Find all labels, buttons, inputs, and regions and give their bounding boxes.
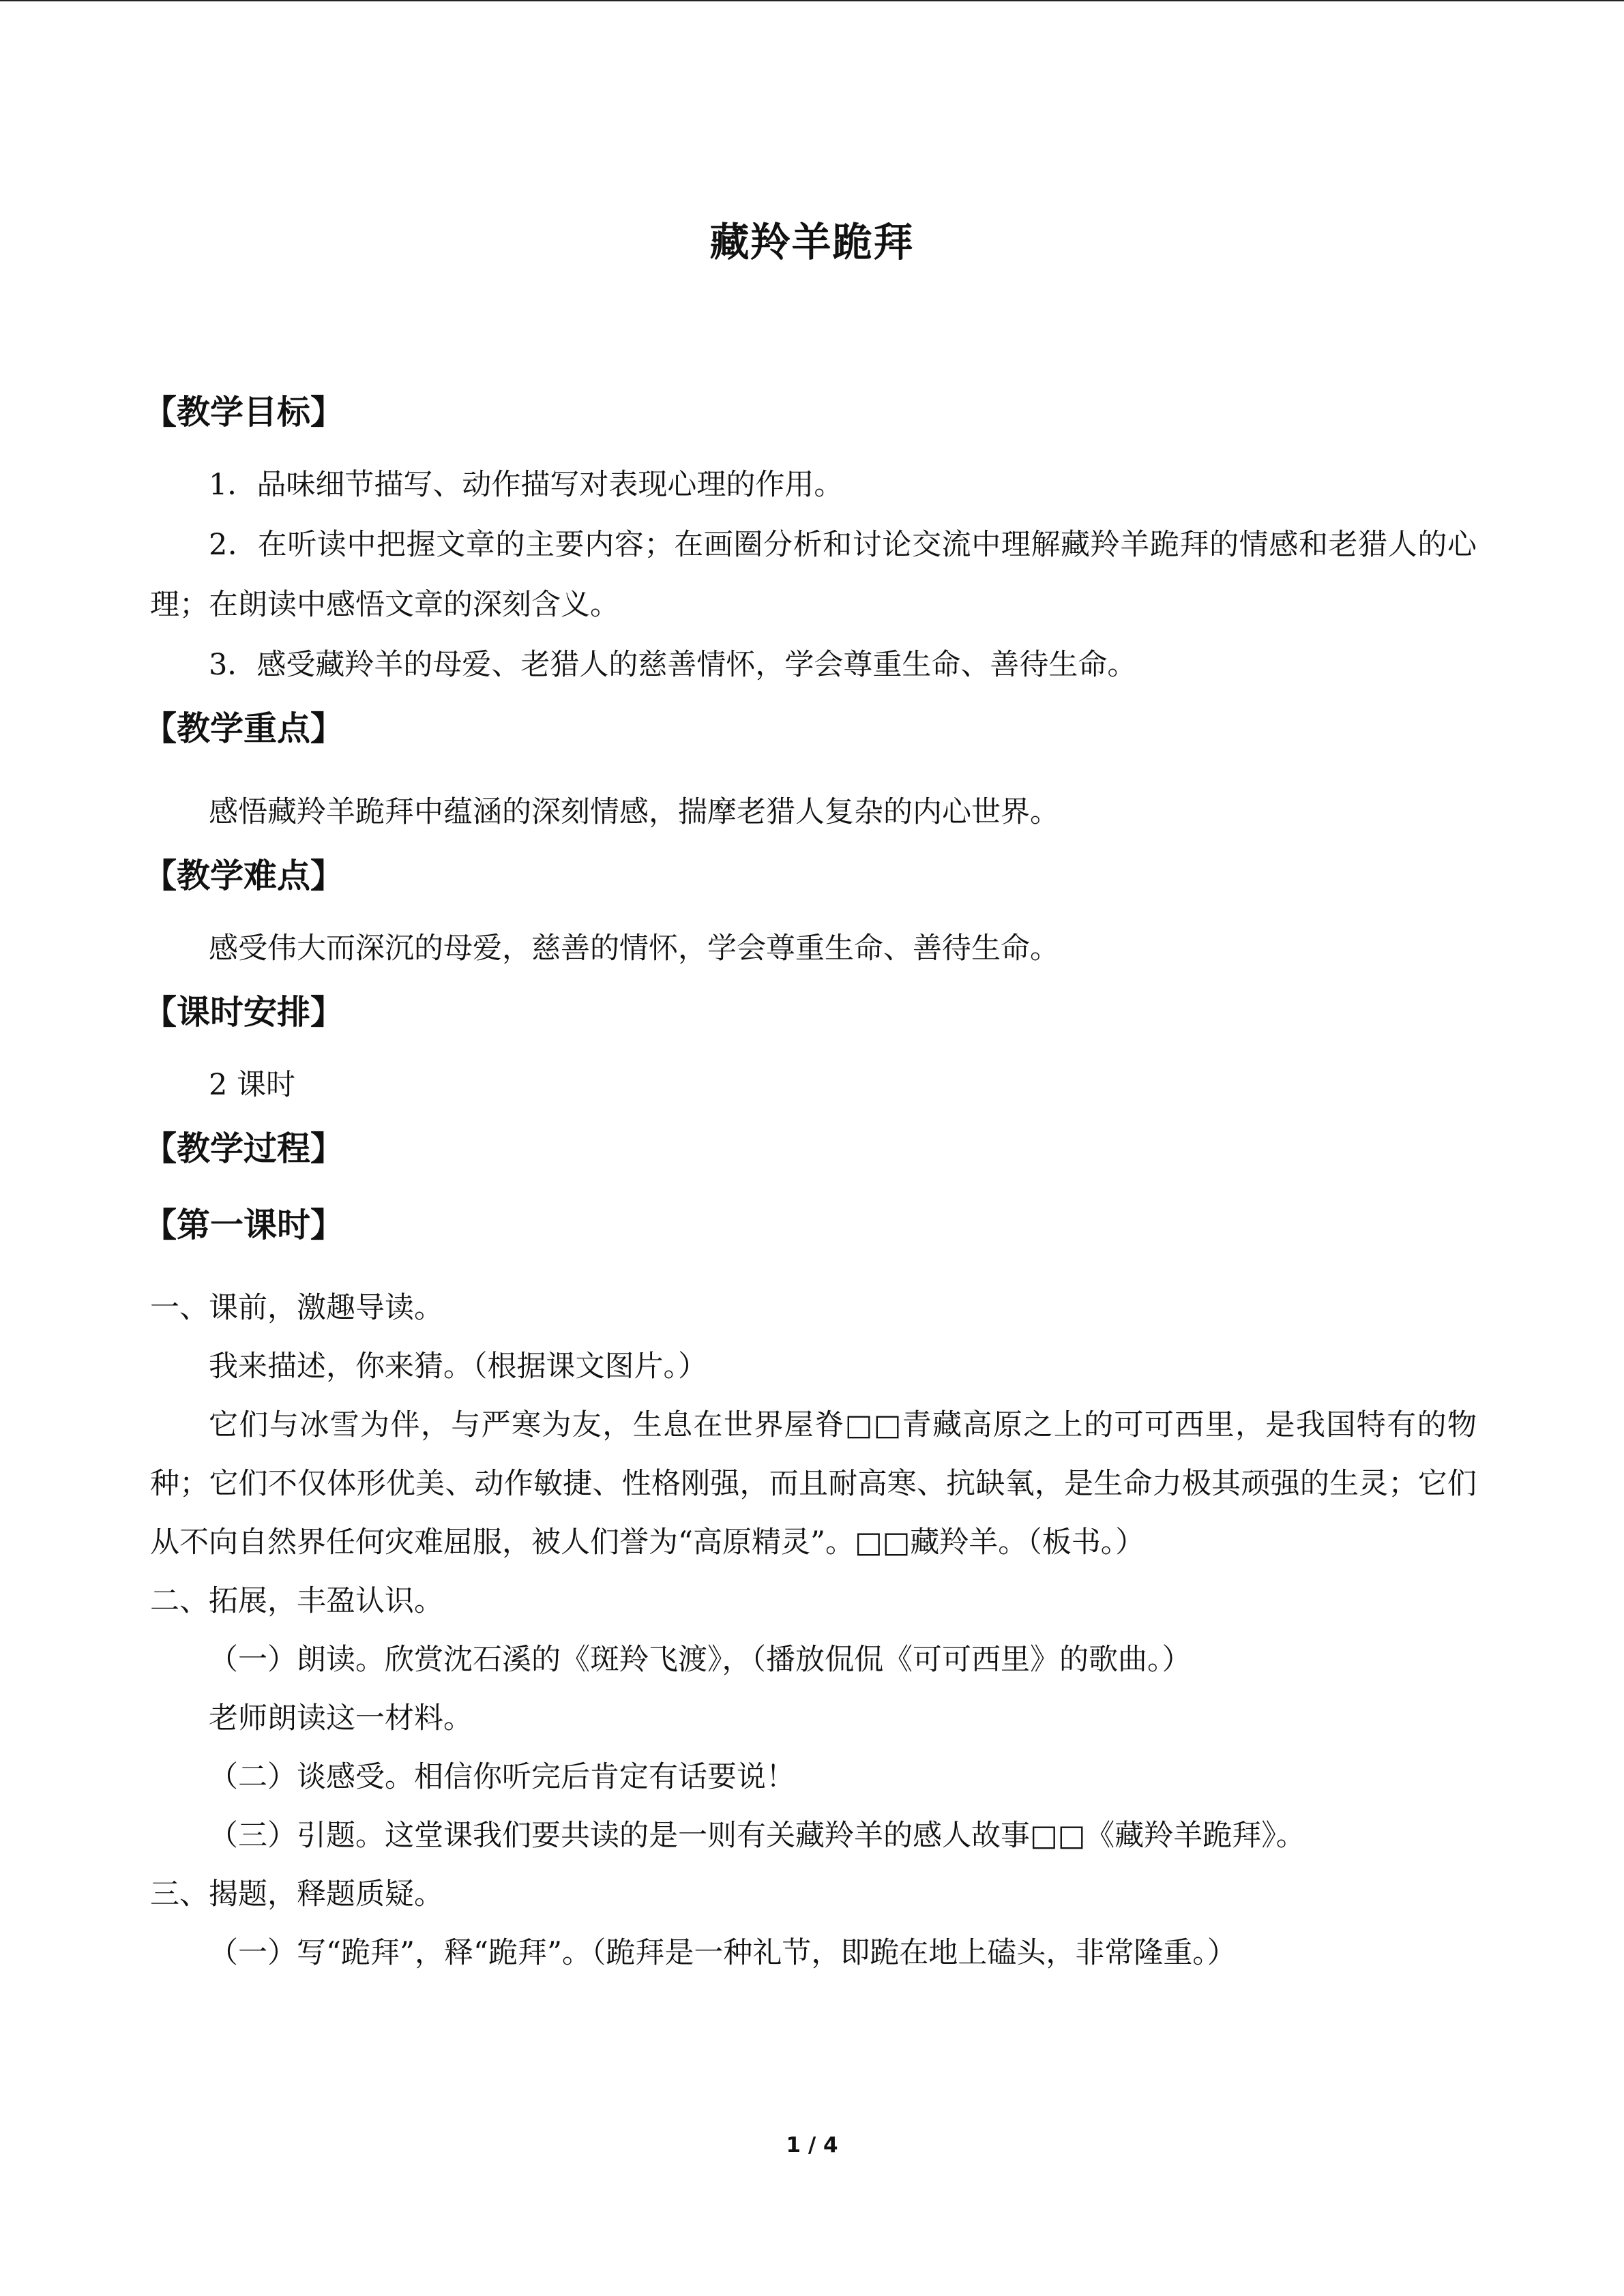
goal-item-1: 1．品味细节描写、动作描写对表现心理的作用。 <box>209 468 844 502</box>
first-lesson-heading: 【第一课时】 <box>143 1206 344 1244</box>
process-line: （二）谈感受。相信你听完后肯定有话要说！ <box>209 1760 795 1794</box>
process-step-2: 二、拓展，丰盈认识。 <box>150 1584 443 1618</box>
page-number: 1 / 4 <box>786 2133 838 2158</box>
process-line: （一）写“跪拜”，释“跪拜”。（跪拜是一种礼节，即跪在地上磕头，非常隆重。） <box>209 1936 1237 1970</box>
section-heading-key-points: 【教学重点】 <box>143 709 344 748</box>
process-step-1: 一、课前，激趣导读。 <box>150 1291 443 1325</box>
process-line: （一）朗读。欣赏沈石溪的《斑羚飞渡》，（播放侃侃《可可西里》的歌曲。） <box>209 1643 1192 1677</box>
section-heading-difficulties: 【教学难点】 <box>143 856 344 895</box>
goal-item-2: 2．在听读中把握文章的主要内容；在画圈分析和讨论交流中理解藏羚羊跪拜的情感和老猎人的心理；在朗读中感悟文章的深刻含义。 <box>150 528 1477 622</box>
document-body <box>143 378 1477 1982</box>
schedule-text: 2 课时 <box>209 1068 296 1102</box>
goal-item-3: 3．感受藏羚羊的母爱、老猎人的慈善情怀，学会尊重生命、善待生命。 <box>209 648 1137 682</box>
top-border-line <box>0 0 1624 1</box>
process-line: 老师朗读这一材料。 <box>209 1701 473 1735</box>
process-line: 我来描述，你来猜。（根据课文图片。） <box>209 1350 707 1384</box>
section-heading-goals: 【教学目标】 <box>143 393 344 432</box>
process-paragraph-description: 它们与冰雪为伴，与严寒为友，生息在世界屋脊□□青藏高原之上的可可西里，是我国特有的物种；它们不仅体形优美、动作敏捷、性格刚强，而且耐高寒、抗缺氧，是生命力极其顽强的生灵；它们从不向自然界任何灾难屈服，被人们誉为“高原精灵”。□□藏羚羊。（板书。） <box>150 1408 1477 1560</box>
difficulties-text: 感受伟大而深沉的母爱，慈善的情怀，学会尊重生命、善待生命。 <box>209 931 1059 966</box>
section-heading-process: 【教学过程】 <box>143 1129 344 1168</box>
document-title: 藏羚羊跪拜 <box>709 219 915 265</box>
process-line: （三）引题。这堂课我们要共读的是一则有关藏羚羊的感人故事□□《藏羚羊跪拜》。 <box>209 1819 1305 1853</box>
process-step-3: 三、揭题，释题质疑。 <box>150 1877 443 1911</box>
key-points-text: 感悟藏羚羊跪拜中蕴涵的深刻情感，揣摩老猎人复杂的内心世界。 <box>209 795 1059 829</box>
section-heading-schedule: 【课时安排】 <box>143 993 344 1032</box>
